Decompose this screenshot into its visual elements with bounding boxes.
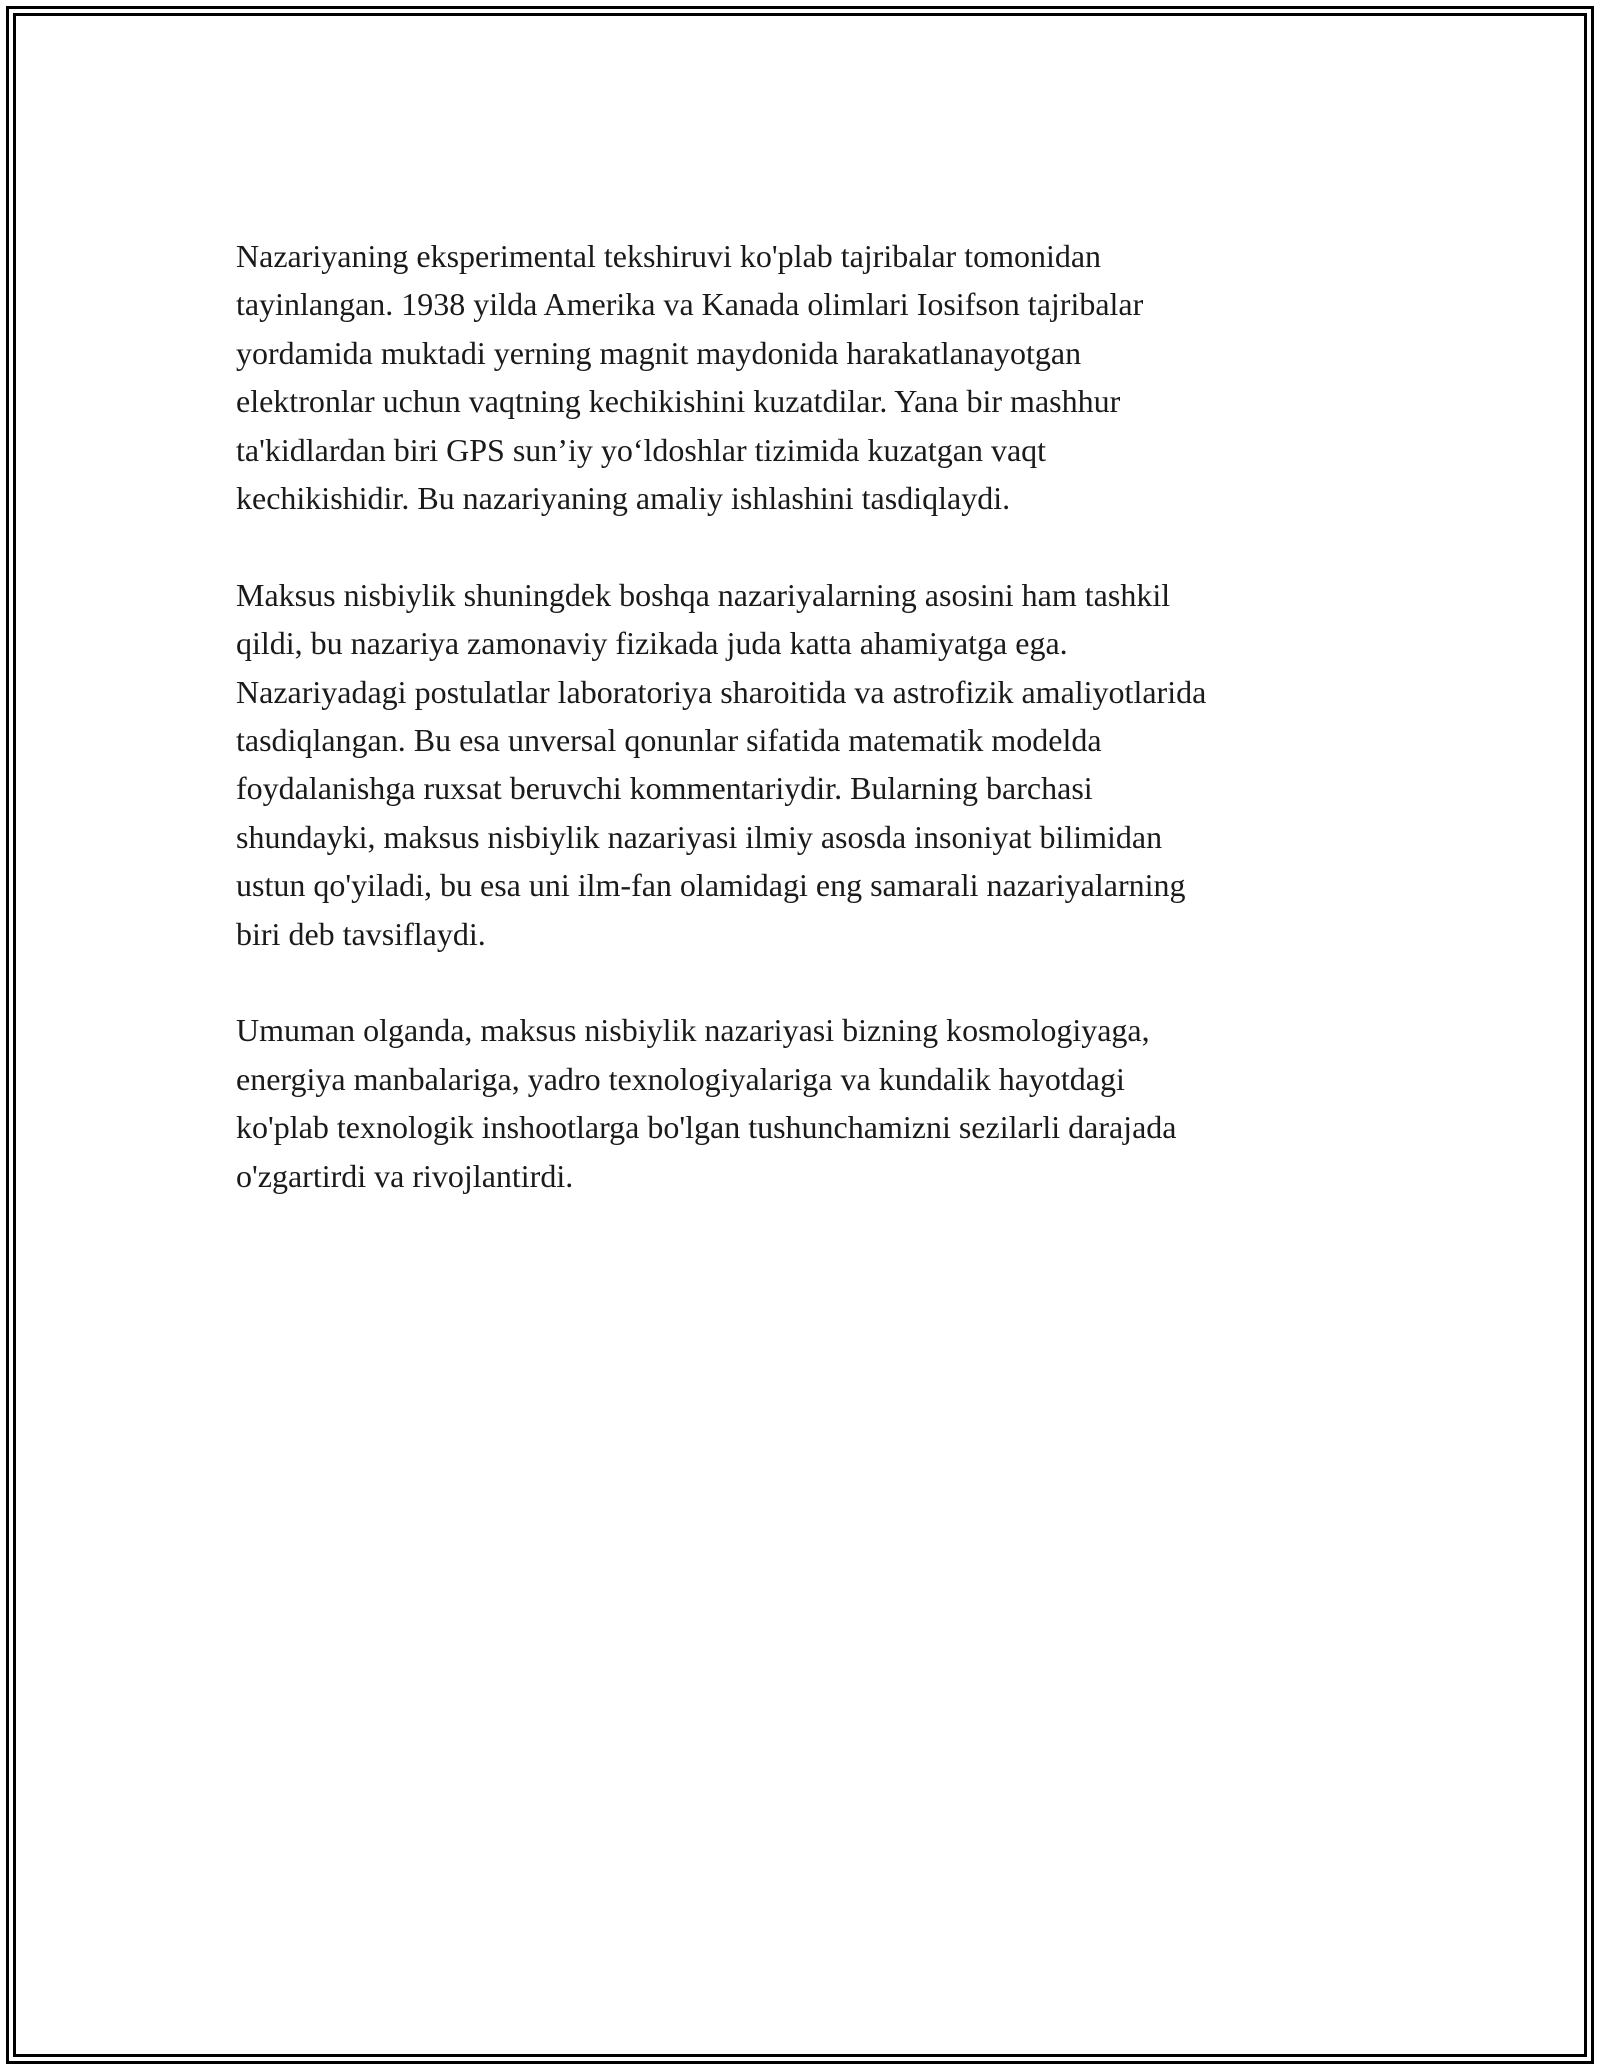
text-line: foydalanishga ruxsat beruvchi kommentariydir. Bularning barchasi [236, 770, 1093, 807]
document-body [236, 232, 1366, 1248]
text-line: ta'kidlardan biri GPS sun’iy yo‘ldoshlar tizimida kuzatgan vaqt [236, 431, 1047, 468]
text-line: yordamida muktadi yerning magnit maydonida harakatlanayotgan [236, 334, 1082, 371]
text-line: Nazariyaning eksperimental tekshiruvi ko'plab tajribalar tomonidan [236, 238, 1102, 274]
text-line: energiya manbalariga, yadro texnologiyalariga va kundalik hayotdagi [236, 1060, 1125, 1097]
text-line: shundayki, maksus nisbiylik nazariyasi ilmiy asosda insoniyat bilimidan [236, 818, 1163, 855]
text-line: Nazariyadagi postulatlar laboratoriya sharoitida va astrofizik amaliyotlarida [236, 673, 1207, 710]
text-line: ustun qo'yiladi, bu esa uni ilm-fan olamidagi eng samarali nazariyalarning [236, 867, 1186, 904]
paragraph-3 [236, 1006, 1366, 1200]
paragraph-2 [236, 571, 1366, 958]
paragraph-1 [236, 232, 1366, 522]
text-line: Umuman olganda, maksus nisbiylik nazariyasi bizning kosmologiyaga, [236, 1012, 1150, 1049]
text-line: ko'plab texnologik inshootlarga bo'lgan tushunchamizni sezilarli darajada [236, 1109, 1177, 1146]
text-line: biri deb tavsiflaydi. [236, 915, 486, 952]
text-line: tasdiqlangan. Bu esa unversal qonunlar sifatida matematik modelda [236, 722, 1102, 759]
text-line: kechikishidir. Bu nazariyaning amaliy ishlashini tasdiqlaydi. [236, 480, 1011, 517]
text-line: elektronlar uchun vaqtning kechikishini kuzatdilar. Yana bir mashhur [236, 383, 1121, 420]
text-line: tayinlangan. 1938 yilda Amerika va Kanada olimlari Iosifson tajribalar [236, 286, 1144, 323]
text-line: qildi, bu nazariya zamonaviy fizikada juda katta ahamiyatga ega. [236, 625, 1068, 662]
text-line: Maksus nisbiylik shuningdek boshqa nazariyalarning asosini ham tashkil [236, 576, 1171, 613]
text-line: o'zgartirdi va rivojlantirdi. [236, 1157, 574, 1194]
